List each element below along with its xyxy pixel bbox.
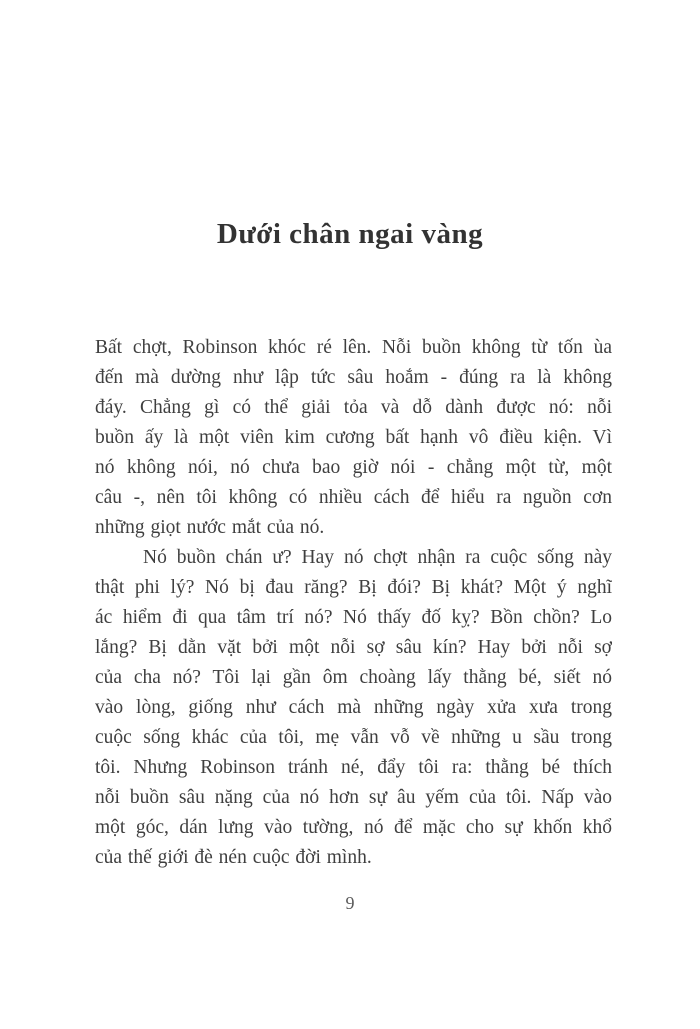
page-number: 9: [345, 893, 355, 913]
text-line: ác hiểm đi qua tâm trí nó? Nó thấy đố kỵ? Bồn chồn? Lo: [95, 607, 612, 628]
text-line: của cha nó? Tôi lại gần ôm choàng lấy thằng bé, siết nó: [95, 667, 612, 688]
text-line: Bất chợt, Robinson khóc ré lên. Nỗi buồn không từ tốn ùa: [95, 337, 612, 358]
text-line: Nó buồn chán ư? Hay nó chợt nhận ra cuộc sống này: [143, 547, 612, 568]
text-line: nỗi buồn sâu nặng của nó hơn sự âu yếm của tôi. Nấp vào: [95, 787, 612, 808]
text-line: thật phi lý? Nó bị đau răng? Bị đói? Bị khát? Một ý nghĩ: [95, 577, 612, 598]
text-line: những giọt nước mắt của nó.: [95, 517, 325, 538]
text-line: câu -, nên tôi không có nhiều cách để hiểu ra nguồn cơn: [95, 487, 612, 508]
text-line: một góc, dán lưng vào tường, nó để mặc cho sự khốn khổ: [95, 817, 612, 838]
text-line: đáy. Chẳng gì có thể giải tỏa và dỗ dành được nó: nỗi: [95, 397, 612, 418]
text-line: tôi. Nhưng Robinson tránh né, đẩy tôi ra: thằng bé thích: [95, 757, 612, 778]
text-line: vào lòng, giống như cách mà những ngày xửa xưa trong: [95, 697, 612, 718]
text-line: của thế giới đè nén cuộc đời mình.: [95, 847, 372, 868]
text-line: cuộc sống khác của tôi, mẹ vẫn vỗ về những u sầu trong: [95, 727, 612, 748]
text-line: buồn ấy là một viên kim cương bất hạnh vô điều kiện. Vì: [95, 427, 612, 448]
text-line: đến mà dường như lập tức sâu hoắm - đúng ra là không: [95, 367, 612, 388]
body-text: [95, 333, 612, 873]
paragraph: [95, 333, 612, 543]
paragraph: [95, 543, 612, 873]
text-line: lắng? Bị dằn vặt bởi một nỗi sợ sâu kín? Hay bởi nỗi sợ: [95, 637, 612, 658]
chapter-title: Dưới chân ngai vàng: [216, 218, 484, 250]
text-line: nó không nói, nó chưa bao giờ nói - chẳng một từ, một: [95, 457, 612, 478]
